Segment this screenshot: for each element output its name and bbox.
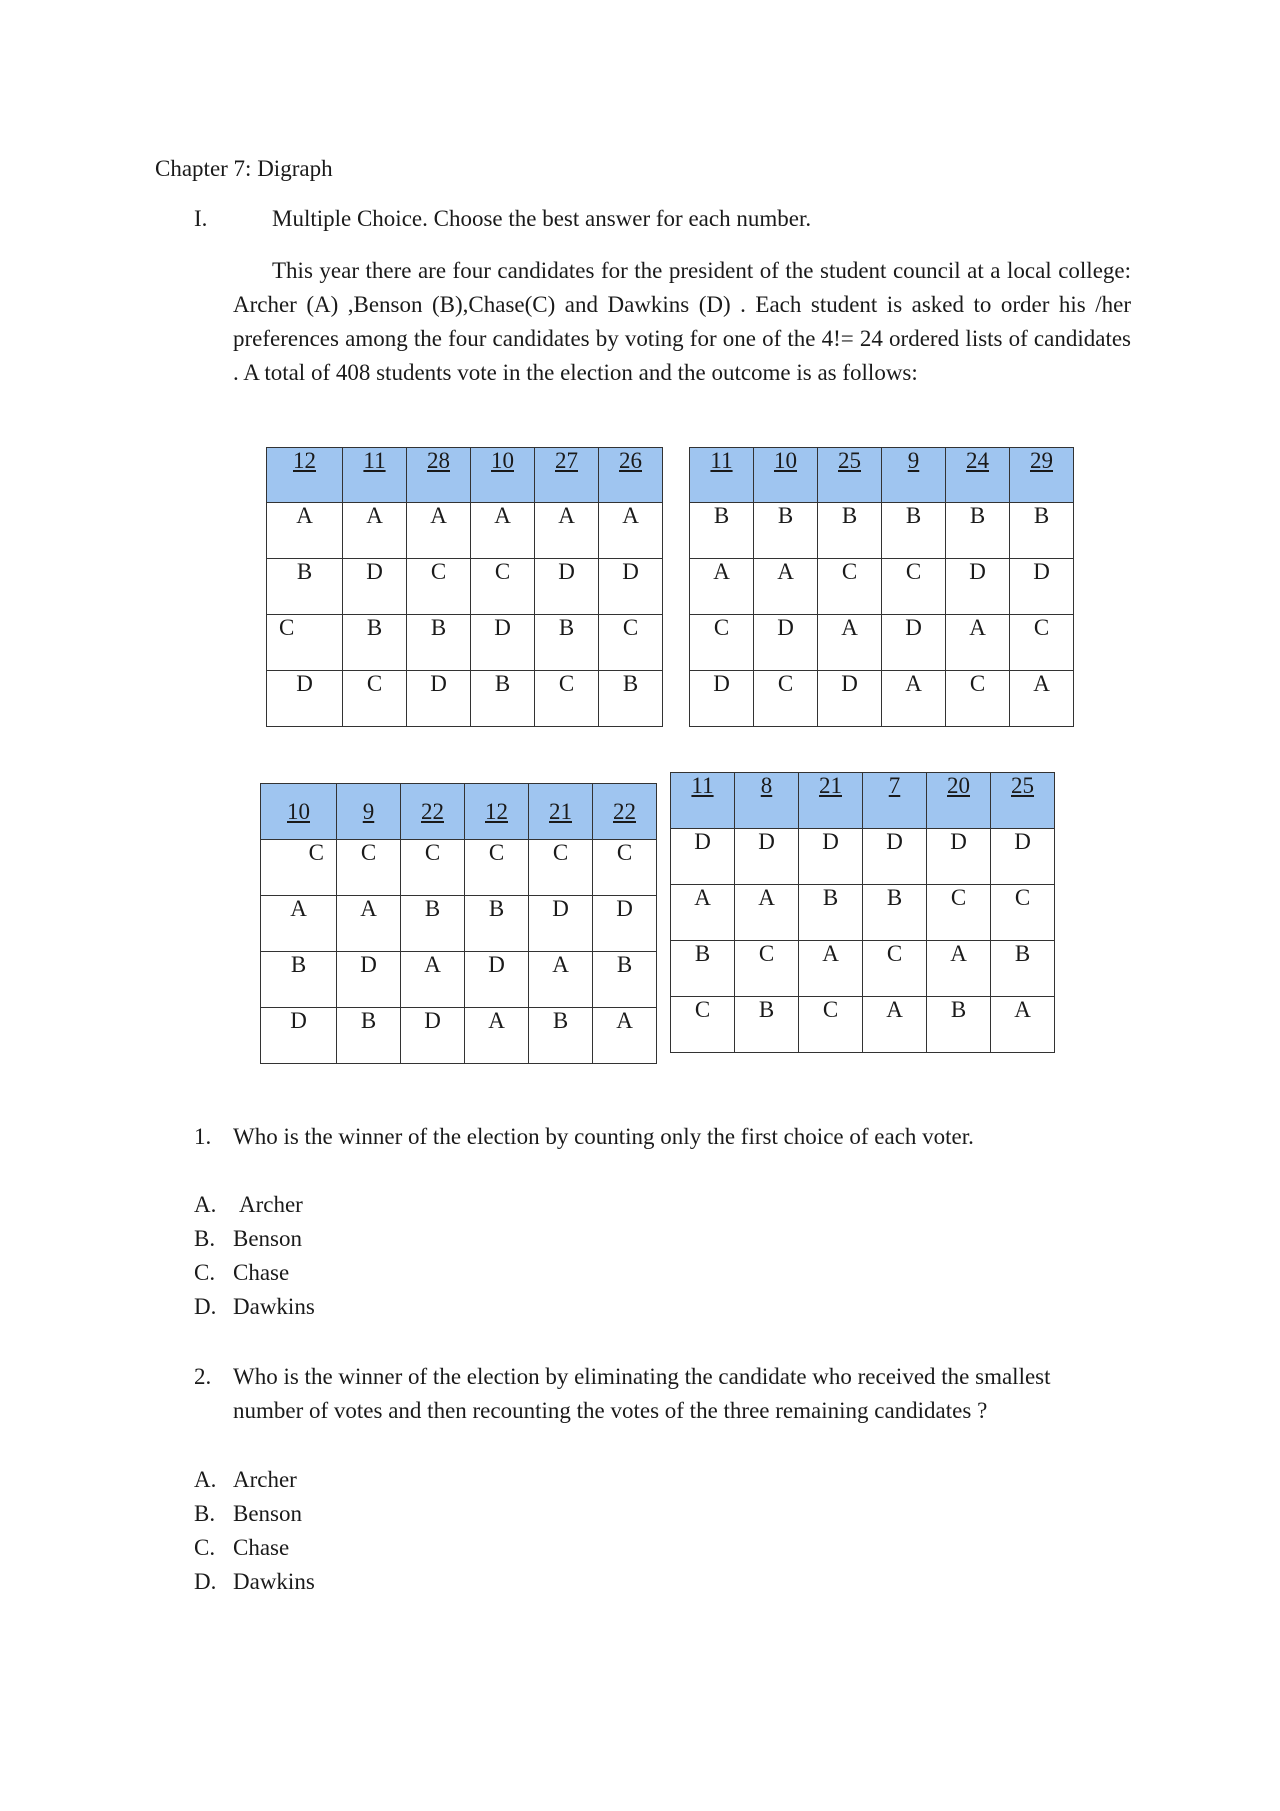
ballot-table-1 — [266, 447, 663, 727]
question-2 — [194, 1360, 1114, 1428]
rank-cell: C — [267, 615, 343, 671]
vote-count: 11 — [343, 448, 407, 503]
vote-count: 12 — [267, 448, 343, 503]
rank-cell: D — [799, 829, 863, 885]
rank-cell: B — [991, 941, 1055, 997]
question-number: 2. — [194, 1364, 212, 1389]
rank-cell: D — [1010, 559, 1074, 615]
rank-cell: A — [991, 997, 1055, 1053]
option-item — [194, 1531, 289, 1565]
rank-cell: C — [471, 559, 535, 615]
rank-cell: C — [671, 997, 735, 1053]
rank-cell: C — [754, 671, 818, 727]
question-text: Who is the winner of the election by eliminating the candidate who received the smallest number of votes and then recounting the votes of the three remaining candidates ? — [233, 1364, 1051, 1423]
option-letter: B. — [194, 1501, 216, 1526]
option-item — [194, 1222, 302, 1256]
vote-count: 10 — [754, 448, 818, 503]
vote-count: 21 — [529, 784, 593, 840]
rank-cell: D — [529, 896, 593, 952]
vote-count: 24 — [946, 448, 1010, 503]
intro-paragraph: This year there are four candidates for the president of the student council at a local college: Archer (A) ,Benson (B),Chase(C) and Dawkins (D) . Each student is asked to order his /her preferences among the four candidates by voting for one of the 4!= 24 ordered lists of candidates . A total of 408 students vote in the election and the outcome is as follows: — [233, 258, 1131, 385]
rank-cell: A — [471, 503, 535, 559]
rank-cell: C — [535, 671, 599, 727]
vote-count: 9 — [337, 784, 401, 840]
rank-cell: D — [754, 615, 818, 671]
option-letter: C. — [194, 1535, 216, 1560]
question-number: 1. — [194, 1124, 212, 1149]
ballot-table-4 — [670, 772, 1055, 1053]
ballot-table-3 — [260, 783, 657, 1064]
rank-cell: C — [407, 559, 471, 615]
rank-cell: A — [882, 671, 946, 727]
rank-cell: A — [818, 615, 882, 671]
rank-cell: A — [529, 952, 593, 1008]
rank-cell: C — [593, 840, 657, 896]
rank-cell: B — [882, 503, 946, 559]
option-letter: A. — [194, 1192, 217, 1217]
vote-count: 21 — [799, 773, 863, 829]
rank-cell: A — [735, 885, 799, 941]
rank-cell: A — [1010, 671, 1074, 727]
rank-cell: A — [599, 503, 663, 559]
rank-cell: D — [267, 671, 343, 727]
rank-cell: B — [1010, 503, 1074, 559]
rank-cell: C — [529, 840, 593, 896]
rank-cell: A — [401, 952, 465, 1008]
rank-cell: B — [754, 503, 818, 559]
option-text: Benson — [233, 1226, 302, 1251]
rank-cell: C — [465, 840, 529, 896]
rank-cell: D — [593, 896, 657, 952]
rank-cell: D — [927, 829, 991, 885]
option-letter: B. — [194, 1226, 216, 1251]
ballot-table-2 — [689, 447, 1074, 727]
rank-cell: B — [529, 1008, 593, 1064]
rank-cell: B — [599, 671, 663, 727]
rank-cell: C — [991, 885, 1055, 941]
rank-cell: C — [882, 559, 946, 615]
rank-cell: D — [465, 952, 529, 1008]
rank-cell: D — [599, 559, 663, 615]
vote-count: 25 — [991, 773, 1055, 829]
vote-count: 25 — [818, 448, 882, 503]
rank-cell: D — [471, 615, 535, 671]
option-letter: D. — [194, 1569, 217, 1594]
vote-count: 27 — [535, 448, 599, 503]
rank-cell: D — [818, 671, 882, 727]
vote-count: 9 — [882, 448, 946, 503]
rank-cell: A — [407, 503, 471, 559]
rank-cell: B — [261, 952, 337, 1008]
question-text: Who is the winner of the election by counting only the first choice of each voter. — [233, 1124, 974, 1149]
option-text: Dawkins — [233, 1569, 315, 1594]
rank-cell: C — [863, 941, 927, 997]
rank-cell: C — [599, 615, 663, 671]
rank-cell: D — [337, 952, 401, 1008]
vote-count: 12 — [465, 784, 529, 840]
rank-cell: D — [991, 829, 1055, 885]
rank-cell: B — [818, 503, 882, 559]
rank-cell: A — [863, 997, 927, 1053]
rank-cell: B — [267, 559, 343, 615]
rank-cell: B — [593, 952, 657, 1008]
vote-count: 20 — [927, 773, 991, 829]
rank-cell: B — [337, 1008, 401, 1064]
rank-cell: D — [735, 829, 799, 885]
option-item — [194, 1290, 315, 1324]
option-item — [194, 1188, 303, 1222]
rank-cell: B — [799, 885, 863, 941]
vote-count: 11 — [690, 448, 754, 503]
rank-cell: D — [946, 559, 1010, 615]
rank-cell: C — [1010, 615, 1074, 671]
rank-cell: D — [863, 829, 927, 885]
rank-cell: B — [690, 503, 754, 559]
rank-cell: A — [261, 896, 337, 952]
option-item — [194, 1497, 302, 1531]
option-text: Chase — [233, 1260, 290, 1285]
option-text: Archer — [239, 1192, 303, 1217]
rank-cell: C — [818, 559, 882, 615]
option-text: Dawkins — [233, 1294, 315, 1319]
option-letter: D. — [194, 1294, 217, 1319]
rank-cell: D — [261, 1008, 337, 1064]
vote-count: 22 — [593, 784, 657, 840]
option-item — [194, 1256, 289, 1290]
section-title: Multiple Choice. Choose the best answer for each number. — [272, 206, 812, 231]
rank-cell: C — [735, 941, 799, 997]
vote-count: 7 — [863, 773, 927, 829]
rank-cell: D — [882, 615, 946, 671]
rank-cell: C — [401, 840, 465, 896]
rank-cell: A — [799, 941, 863, 997]
option-item — [194, 1565, 315, 1599]
rank-cell: B — [465, 896, 529, 952]
rank-cell: C — [927, 885, 991, 941]
rank-cell: B — [671, 941, 735, 997]
rank-cell: A — [927, 941, 991, 997]
rank-cell: B — [401, 896, 465, 952]
section-number: I. — [194, 206, 208, 231]
rank-cell: B — [927, 997, 991, 1053]
rank-cell: B — [535, 615, 599, 671]
rank-cell: C — [946, 671, 1010, 727]
rank-cell: C — [337, 840, 401, 896]
option-item — [194, 1463, 297, 1497]
rank-cell: A — [593, 1008, 657, 1064]
rank-cell: C — [690, 615, 754, 671]
rank-cell: B — [343, 615, 407, 671]
option-text: Chase — [233, 1535, 290, 1560]
rank-cell: D — [671, 829, 735, 885]
rank-cell: C — [261, 840, 337, 896]
rank-cell: B — [735, 997, 799, 1053]
rank-cell: D — [407, 671, 471, 727]
rank-cell: B — [863, 885, 927, 941]
rank-cell: B — [407, 615, 471, 671]
option-letter: A. — [194, 1467, 217, 1492]
vote-count: 10 — [261, 784, 337, 840]
option-text: Archer — [233, 1467, 297, 1492]
option-letter: C. — [194, 1260, 216, 1285]
vote-count: 22 — [401, 784, 465, 840]
rank-cell: A — [343, 503, 407, 559]
vote-count: 29 — [1010, 448, 1074, 503]
vote-count: 26 — [599, 448, 663, 503]
vote-count: 10 — [471, 448, 535, 503]
rank-cell: C — [343, 671, 407, 727]
vote-count: 8 — [735, 773, 799, 829]
rank-cell: A — [754, 559, 818, 615]
rank-cell: B — [471, 671, 535, 727]
question-1 — [194, 1120, 1114, 1154]
rank-cell: D — [690, 671, 754, 727]
rank-cell: A — [535, 503, 599, 559]
rank-cell: A — [465, 1008, 529, 1064]
rank-cell: D — [343, 559, 407, 615]
rank-cell: D — [535, 559, 599, 615]
vote-count: 11 — [671, 773, 735, 829]
rank-cell: C — [799, 997, 863, 1053]
vote-count: 28 — [407, 448, 471, 503]
chapter-title: Chapter 7: Digraph — [155, 156, 333, 181]
option-text: Benson — [233, 1501, 302, 1526]
rank-cell: B — [946, 503, 1010, 559]
rank-cell: A — [690, 559, 754, 615]
rank-cell: A — [946, 615, 1010, 671]
rank-cell: A — [267, 503, 343, 559]
rank-cell: A — [337, 896, 401, 952]
rank-cell: A — [671, 885, 735, 941]
rank-cell: D — [401, 1008, 465, 1064]
